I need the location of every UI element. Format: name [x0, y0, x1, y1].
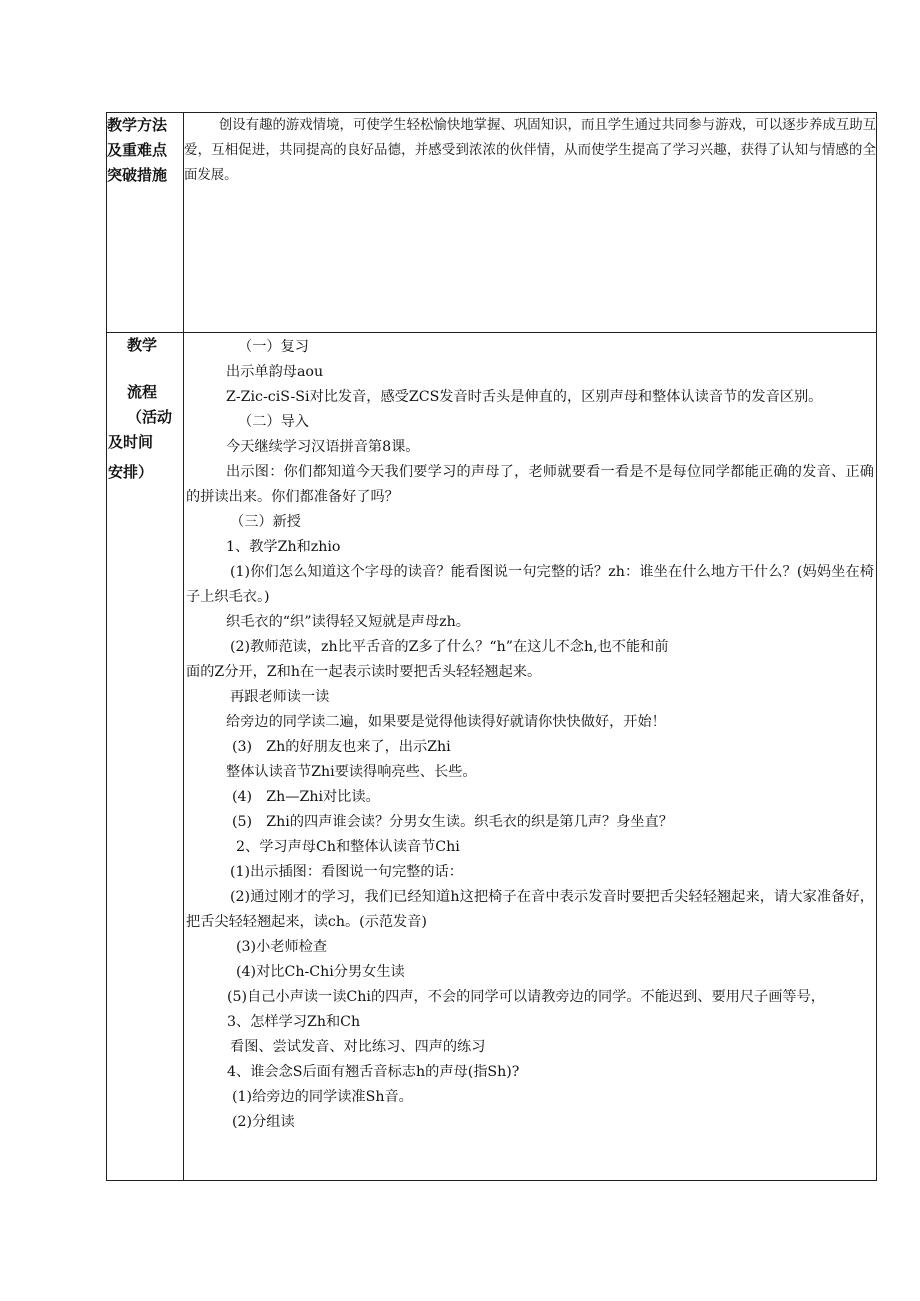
- methods-label-line: 教学方法: [107, 116, 168, 134]
- methods-row: [107, 113, 877, 333]
- flow-line: 面的Z分开，Z和h在一起表示读时要把舌头轻轻翘起来。: [186, 664, 542, 680]
- flow-line: 1、教学Zh和zhio: [226, 539, 341, 555]
- flow-label-line: 安排）: [108, 463, 154, 481]
- flow-line: （三）新授: [230, 514, 301, 530]
- flow-line: 2、学习声母Ch和整体认读音节Chi: [236, 839, 460, 855]
- flow-line: (5)自己小声读一读Chi的四声，不会的同学可以请教旁边的同学。不能迟到、要用尺子画等号，: [227, 989, 825, 1005]
- methods-label-line: 突破措施: [107, 166, 168, 184]
- flow-line: (2)教师范读，zh比平舌音的Z多了什么？“h”在这儿不念h,也不能和前: [230, 639, 669, 655]
- methods-label-cell: [107, 113, 184, 333]
- flow-line: 出示图：你们都知道今天我们要学习的声母了，老师就要看一看是不是每位同学都能正确的发音、正确的拼读出来。你们都准备好了吗？: [186, 464, 874, 505]
- flow-line: (1)给旁边的同学读准Sh音。: [232, 1089, 413, 1105]
- flow-line: Z-Zic-ciS-Si对比发音，感受ZCS发音时舌头是伸直的，区别声母和整体认读音节的发音区别。: [226, 389, 823, 405]
- flow-line: （二）导入: [238, 414, 309, 430]
- flow-line: (2)分组读: [232, 1114, 295, 1130]
- methods-text: 创设有趣的游戏情境，可使学生轻松愉快地掌握、巩固知识，而且学生通过共同参与游戏，可以逐步养成互助互爱，互相促进，共同提高的良好品德，并感受到浓浓的伙伴情，从而使学生提高了学习兴趣，获得了认知与情感的全面发展。: [184, 113, 877, 333]
- flow-line: (3)小老师检查: [236, 939, 328, 955]
- flow-label-line: 教学: [127, 336, 158, 354]
- methods-label-line: 及重难点: [107, 141, 168, 159]
- flow-label-line: 流程: [127, 383, 158, 401]
- flow-line: 3、怎样学习Zh和Ch: [227, 1014, 361, 1030]
- flow-line: 给旁边的同学读二遍，如果要是觉得他读得好就请你快快做好，开始！: [226, 714, 666, 730]
- flow-line: (5) Zhi的四声谁会读？分男女生读。织毛衣的织是第几声？身坐直？: [232, 814, 673, 830]
- flow-line: (1)出示插图：看图说一句完整的话：: [230, 864, 463, 880]
- flow-label-line: （活动: [127, 408, 173, 426]
- flow-line: (2)通过刚才的学习，我们已经知道h这把椅子在音中表示发音时要把舌尖轻轻翘起来，请大家准备好，把舌尖轻轻翘起来，读ch。(示范发音): [186, 889, 874, 930]
- flow-label-line: 及时间: [108, 433, 154, 451]
- flow-line: 4、谁会念S后面有翘舌音标志h的声母(指Sh)?: [227, 1064, 520, 1080]
- flow-content-cell: [184, 333, 877, 1181]
- flow-line: (4)对比Ch-Chi分男女生读: [236, 964, 405, 980]
- flow-line: 再跟老师读一读: [230, 689, 330, 705]
- flow-line: (1)你们怎么知道这个字母的读音？能看图说一句完整的话？zh：谁坐在什么地方干什么？(妈妈坐在椅子上织毛衣。): [186, 564, 874, 605]
- flow-line: 织毛衣的“织”读得轻又短就是声母zh。: [226, 614, 470, 630]
- flow-line: (3) Zh的好朋友也来了，出示Zhi: [232, 739, 451, 755]
- flow-content: [184, 333, 876, 1178]
- flow-row: [107, 333, 877, 1181]
- flow-line: (4) Zh—Zhi对比读。: [232, 789, 380, 805]
- flow-line: 今天继续学习汉语拼音第8课。: [226, 439, 420, 455]
- flow-label-cell: [107, 333, 184, 1181]
- lesson-plan-table: [106, 112, 877, 1181]
- flow-line: 出示单韵母aou: [226, 364, 324, 380]
- flow-line: 看图、尝试发音、对比练习、四声的练习: [230, 1039, 486, 1055]
- flow-line: 整体认读音节Zhi要读得响亮些、长些。: [226, 764, 477, 780]
- flow-line: （一）复习: [238, 339, 309, 355]
